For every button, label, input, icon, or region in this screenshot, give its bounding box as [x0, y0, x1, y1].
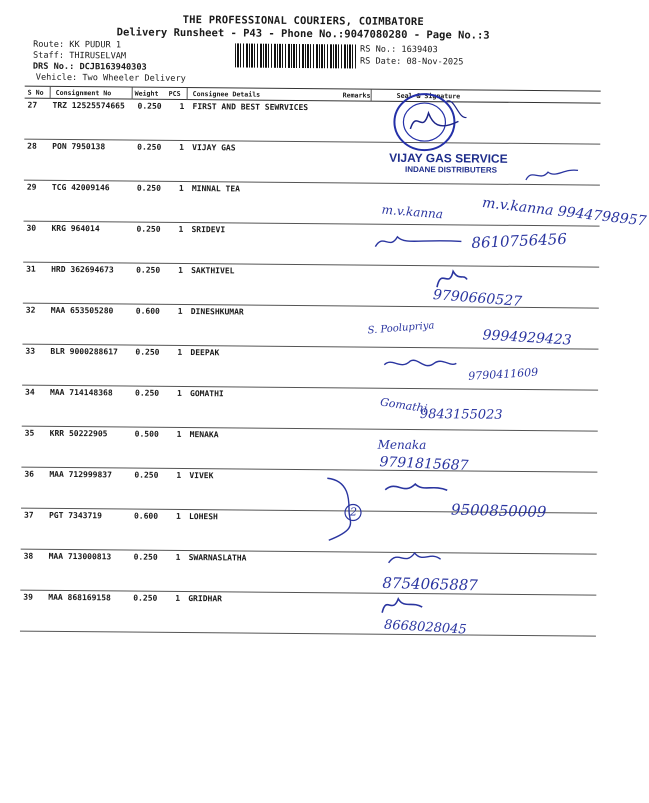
- cell-pcs: 1: [175, 593, 181, 603]
- cell-consignment: HRD 362694673: [51, 264, 114, 275]
- col-seal: Seal & Signature: [396, 91, 461, 101]
- signature-gomathi: Gomathi: [379, 395, 429, 416]
- cell-weight: 0.250: [133, 593, 158, 603]
- cell-consignment: TCG 42009146: [51, 182, 110, 193]
- cell-consignment: KRG 964014: [51, 223, 100, 234]
- first-and-best-seal-stamp: [388, 91, 475, 154]
- cell-sno: 28: [27, 141, 37, 151]
- route-label: Route: KK PUDUR 1: [33, 39, 122, 51]
- phone-row30: m.v.kanna 9944798957: [481, 195, 648, 230]
- cell-sno: 36: [24, 469, 35, 479]
- cell-consignee: VIJAY GAS: [192, 143, 236, 153]
- cell-consignment: PGT 7343719: [48, 510, 103, 521]
- cell-weight: 0.250: [136, 265, 161, 275]
- col-sno: S No: [27, 88, 44, 97]
- cell-pcs: 1: [175, 552, 181, 562]
- cell-weight: 0.250: [137, 142, 162, 152]
- phone-row37: 9500850009: [450, 500, 547, 521]
- cell-pcs: 1: [177, 347, 183, 357]
- phone-row39: 8668028045: [383, 617, 468, 638]
- cell-consignee: MENAKA: [189, 430, 219, 440]
- stamp-vijay-line1: VIJAY GAS SERVICE: [389, 150, 508, 166]
- cell-pcs: 1: [175, 511, 181, 521]
- cell-sno: 33: [25, 346, 36, 356]
- rs-number: RS No.: 1639403: [360, 44, 438, 56]
- signature-sridevi: m.v.kanna: [381, 202, 444, 222]
- cell-sno: 31: [26, 264, 36, 274]
- cell-sno: 38: [23, 551, 34, 561]
- signature-deepak-icon: [380, 351, 460, 378]
- cell-weight: 0.250: [136, 183, 161, 193]
- phone-row35: 9791815687: [379, 454, 469, 475]
- signature-swarnaslatha-icon: [385, 545, 445, 570]
- cell-consignment: PON 7950138: [52, 141, 106, 152]
- signature-gridhar-icon: [378, 591, 428, 617]
- phone-row33: 9790411609: [467, 365, 539, 383]
- company-title: THE PROFESSIONAL COURIERS, COIMBATORE: [182, 13, 424, 29]
- cell-pcs: 1: [176, 429, 182, 439]
- phone-row34: 9843155023: [419, 407, 503, 423]
- cell-sno: 39: [23, 592, 33, 602]
- bracket-number: 2: [349, 505, 358, 519]
- rs-date: RS Date: 08-Nov-2025: [359, 56, 464, 68]
- cell-consignment: MAA 714148368: [50, 387, 113, 398]
- col-consignee: Consignee Details: [192, 90, 261, 99]
- cell-sno: 27: [27, 100, 38, 110]
- signature-sakthivel-icon: [431, 263, 471, 291]
- phone-row38: 8754065887: [382, 573, 479, 595]
- col-remarks: Remarks: [342, 91, 371, 100]
- stamp-vijay-line2: INDANE DISTRIBUTERS: [404, 164, 498, 175]
- col-consignment: Consignment No: [55, 88, 112, 98]
- barcode: [235, 43, 356, 68]
- drs-label: DRS No.: DCJB163940303: [32, 61, 147, 73]
- cell-pcs: 1: [176, 470, 182, 480]
- cell-weight: 0.250: [135, 388, 160, 398]
- cell-sno: 32: [25, 305, 36, 315]
- cell-pcs: 1: [179, 142, 185, 152]
- cell-sno: 34: [25, 387, 35, 397]
- cell-pcs: 1: [178, 183, 184, 193]
- cell-consignment: MAA 713000813: [48, 551, 112, 562]
- cell-consignment: KRR 50222905: [49, 428, 108, 439]
- cell-weight: 0.250: [134, 470, 159, 480]
- cell-consignee: FIRST AND BEST SEWRVICES: [192, 102, 309, 113]
- cell-weight: 0.250: [135, 347, 160, 357]
- cell-pcs: 1: [177, 306, 183, 316]
- staff-label: Staff: THIRUSELVAM: [32, 50, 127, 62]
- table-row: [21, 426, 597, 473]
- signature-vivek-icon: [381, 476, 451, 501]
- phone-row30b: 8610756456: [471, 229, 568, 252]
- cell-weight: 0.250: [133, 552, 158, 562]
- table-row: [20, 549, 596, 596]
- cell-consignment: MAA 712999837: [49, 469, 113, 480]
- cell-sno: 37: [23, 510, 34, 520]
- cell-sno: 35: [24, 428, 35, 438]
- cell-consignee: SAKTHIVEL: [191, 266, 235, 276]
- cell-sno: 30: [26, 223, 37, 233]
- cell-sno: 29: [26, 182, 37, 192]
- cell-weight: 0.600: [133, 511, 159, 521]
- cell-consignee: LOHESH: [188, 512, 218, 522]
- phone-row32: 9994929423: [482, 327, 573, 349]
- vehicle-label: Vehicle: Two Wheeler Delivery: [35, 72, 186, 84]
- cell-weight: 0.250: [137, 101, 162, 111]
- cell-pcs: 1: [178, 265, 183, 275]
- cell-weight: 0.600: [135, 306, 160, 316]
- cell-consignment: BLR 9000288617: [50, 346, 118, 357]
- cell-consignee: DEEPAK: [190, 348, 220, 358]
- col-weight: Weight: [134, 89, 159, 98]
- table-row: [22, 385, 598, 432]
- cell-consignee: MINNAL TEA: [191, 184, 241, 194]
- runsheet-title: Delivery Runsheet - P43 - Phone No.:9047080280 - Page No.:3: [116, 26, 490, 42]
- signature-dinesh: S. Poolupriya: [367, 320, 435, 337]
- cell-consignee: SRIDEVI: [191, 225, 226, 235]
- vijay-gas-stamp: [389, 151, 508, 175]
- cell-consignee: GRIDHAR: [188, 594, 223, 604]
- cell-consignee: DINESHKUMAR: [190, 307, 244, 317]
- signature-menaka: Menaka: [377, 437, 427, 453]
- cell-weight: 0.500: [134, 429, 159, 439]
- table-row: [24, 98, 600, 145]
- cell-pcs: 1: [178, 224, 184, 234]
- cell-consignee: VIVEK: [189, 471, 214, 481]
- col-pcs: PCS: [168, 89, 181, 98]
- table-row: [20, 590, 596, 637]
- cell-consignment: MAA 868169158: [48, 592, 111, 603]
- signature-row30b-icon: [371, 229, 467, 256]
- signature-vijay-gas-icon: [522, 162, 582, 187]
- table-row: [24, 139, 600, 186]
- cell-consignment: MAA 653505280: [50, 305, 114, 316]
- cell-pcs: 1: [179, 101, 185, 111]
- cell-weight: 0.250: [136, 224, 161, 234]
- cell-consignment: TRZ 12525574665: [52, 100, 125, 111]
- cell-consignee: SWARNASLATHA: [188, 553, 247, 563]
- cell-pcs: 1: [177, 388, 182, 398]
- cell-consignee: GOMATHI: [190, 389, 224, 399]
- phone-row31: 9790660527: [432, 287, 523, 311]
